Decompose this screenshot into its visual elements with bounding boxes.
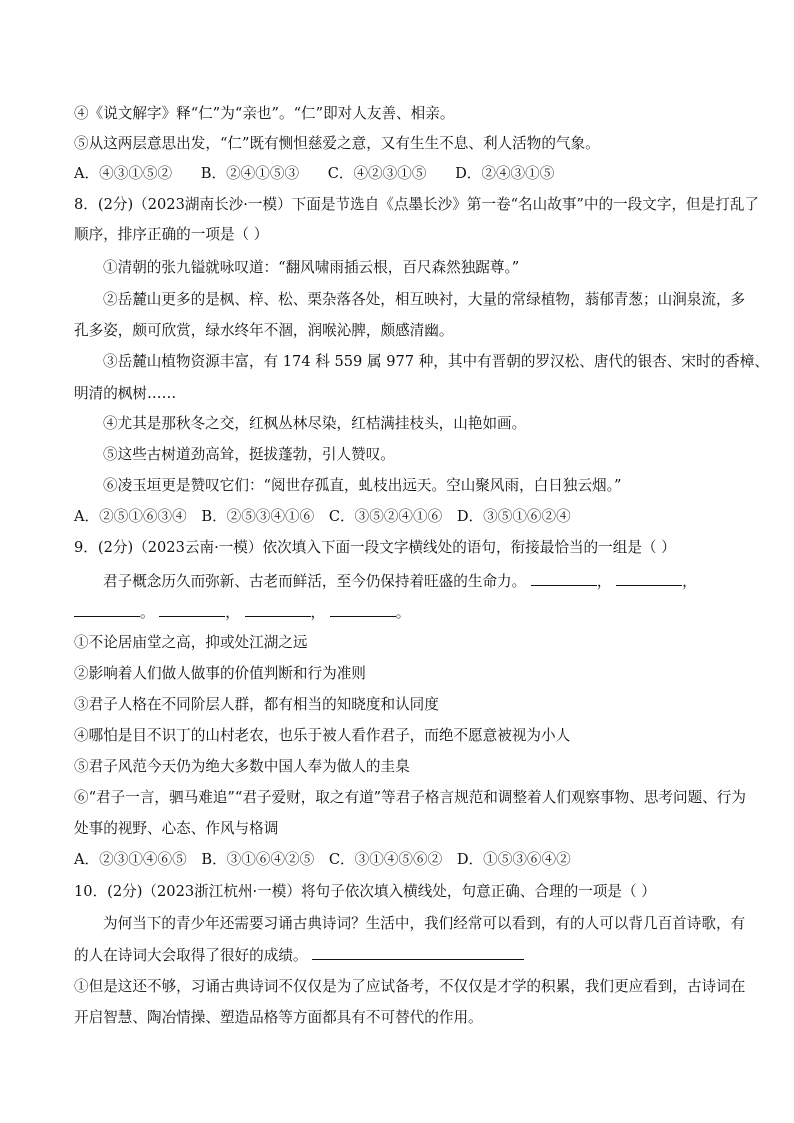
q9-options (74, 850, 589, 870)
q9-item-6-cont: 处事的视野、心态、作风与格调 (74, 820, 279, 837)
q9-paragraph (103, 571, 697, 592)
q8-option-b: B．②⑤③④①⑥ (201, 508, 315, 525)
q7-option-a: A．④③①⑤② (74, 165, 173, 182)
q9-item-3: ③君子人格在不同阶层人群，都有相当的知晓度和认同度 (74, 696, 439, 713)
answer-blank (159, 602, 225, 617)
q10-sentence-1-cont: 开启智慧、陶冶情操、塑造品格等方面都具有不可替代的作用。 (74, 1009, 483, 1026)
answer-blank (531, 571, 597, 586)
punct: ， (682, 573, 697, 590)
q8-sentence-6: ⑥凌玉垣更是赞叹它们：“阅世存孤直，虬枝出远天。空山聚风雨，白日独云烟。” (103, 477, 622, 494)
punct: 。 (140, 604, 155, 621)
q10-sentence-1: ①但是这还不够，习诵古典诗词不仅仅是为了应试备考，不仅仅是才学的积累，我们更应看到，古诗词在 (74, 978, 746, 995)
answer-blank (330, 602, 396, 617)
q7-options (74, 164, 572, 184)
punct: ， (310, 604, 326, 621)
q7-option-c: C．④②③①⑤ (327, 165, 427, 182)
q8-sentence-3: ③岳麓山植物资源丰富，有 174 科 559 属 977 种，其中有晋朝的罗汉松、唐代的银杏、宋时的香樟、 (103, 353, 769, 370)
q8-option-c: C．③⑤②④①⑥ (328, 508, 443, 525)
q9-item-2: ②影响着人们做人做事的价值判断和行为准则 (74, 665, 366, 682)
q9-option-c: C．③①④⑤⑥② (328, 851, 443, 868)
q7-option-d: D．②④③①⑤ (455, 165, 555, 182)
answer-blank (312, 945, 524, 960)
q10-paragraph-cont (74, 945, 524, 966)
q7-option-b: B．②④①⑤③ (200, 165, 300, 182)
q8-sentence-4: ④尤其是那秋冬之交，红枫丛林尽染，红桔满挂枝头，山艳如画。 (103, 415, 527, 432)
q8-option-d: D．③⑤①⑥②④ (456, 508, 571, 525)
q10-stem: 10．(2分)（2023浙江杭州·一模）将句子依次填入横线处，句意正确、合理的一项是（ ） (74, 883, 656, 900)
q9-item-1: ①不论居庙堂之高，抑或处江湖之远 (74, 634, 308, 651)
q9-option-b: B．③①⑥④②⑤ (201, 851, 315, 868)
q8-stem: 8．(2分)（2023湖南长沙·一模）下面是节选自《点墨长沙》第一卷“名山故事”中的一段文字，但是打乱了 (74, 196, 760, 213)
q8-sentence-1: ①清朝的张九镒就咏叹道：“翻风啸雨插云根，百尺森然独踞尊。” (103, 259, 520, 276)
q8-sentence-2: ②岳麓山更多的是枫、梓、松、栗杂落各处，相互映衬，大量的常绿植物，蓊郁青葱；山涧泉流，多 (103, 291, 746, 308)
answer-blank (616, 571, 682, 586)
q8-stem-cont: 顺序，排序正确的一项是（ ） (74, 226, 269, 243)
item-4-line: ④《说文解字》释“仁”为“亲也”。“仁”即对人友善、相亲。 (74, 105, 455, 122)
q9-item-6: ⑥“君子一言，驷马难追”“君子爱财，取之有道”等君子格言规范和调整着人们观察事物、思考问题、行为 (74, 789, 746, 806)
q9-item-5: ⑤君子风范今天仍为绝大多数中国人奉为做人的圭臬 (74, 758, 410, 775)
q9-item-4: ④哪怕是目不识丁的山村老农，也乐于被人看作君子，而绝不愿意被视为小人 (74, 727, 571, 744)
q8-sentence-5: ⑤这些古树道劲高耸，挺拔蓬勃，引人赞叹。 (103, 446, 395, 463)
q9-stem: 9．(2分)（2023云南·一模）依次填入下面一段文字横线处的语句，衔接最恰当的一组是（ ） (74, 539, 676, 556)
punct: ， (225, 604, 240, 621)
q10-paragraph-text: 的人在诗词大会取得了很好的成绩。 (74, 947, 308, 964)
q8-sentence-2-cont: 孔多姿，颇可欣赏，绿水终年不涸，润喉沁脾，颇感清幽。 (74, 322, 454, 339)
q9-blanks-line (74, 602, 410, 623)
q8-option-a: A．②⑤①⑥③④ (74, 508, 187, 525)
q10-paragraph: 为何当下的青少年还需要习诵古典诗词？生活中，我们经常可以看到，有的人可以背几百首诗歌，有 (103, 915, 746, 932)
answer-blank (74, 602, 140, 617)
q9-paragraph-text: 君子概念历久而弥新、古老而鲜活，至今仍保持着旺盛的生命力。 (103, 573, 527, 590)
q9-option-d: D．①⑤③⑥④② (456, 851, 571, 868)
q8-sentence-3-cont: 明清的枫树…… (74, 385, 177, 402)
q9-option-a: A．②③①④⑥⑤ (74, 851, 187, 868)
punct: ， (596, 573, 612, 590)
punct: 。 (395, 604, 411, 621)
q8-options (74, 507, 589, 527)
item-5-line: ⑤从这两层意思出发，“仁”既有恻怛慈爱之意，又有生生不息、利人活物的气象。 (74, 135, 600, 152)
answer-blank (245, 602, 311, 617)
